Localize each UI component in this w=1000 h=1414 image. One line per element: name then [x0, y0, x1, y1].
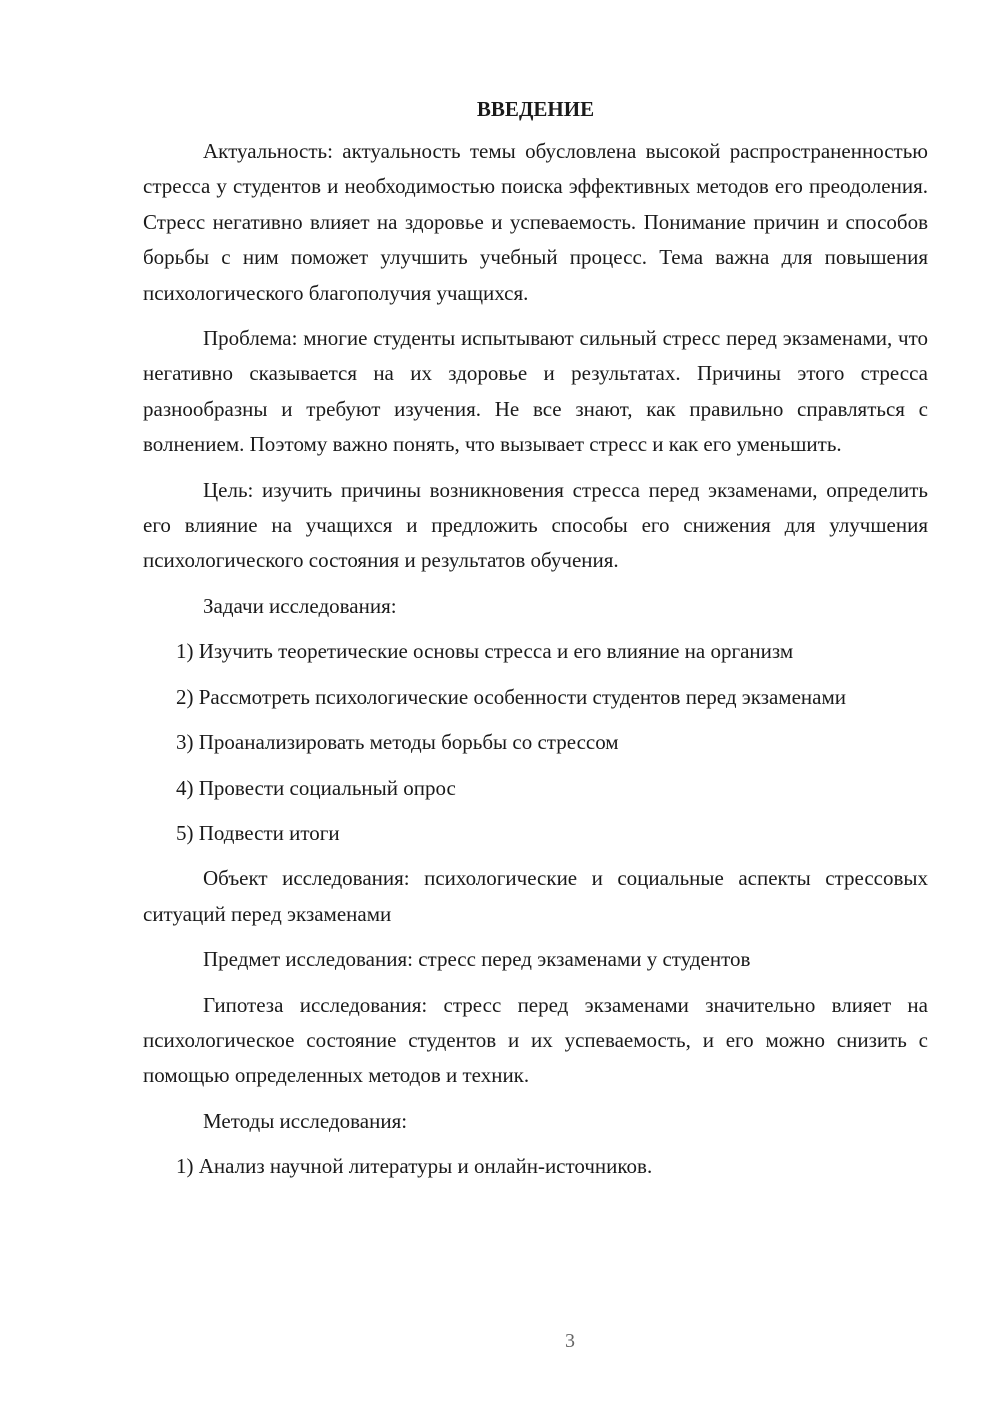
task-item: 4) Провести социальный опрос — [176, 775, 456, 800]
hypothesis-paragraph: Гипотеза исследования: стресс перед экзаменами значительно влияет на психологическое состояние студентов и их успеваемость, и его можно снизить с помощью определенных методов и техник. — [143, 992, 928, 1088]
method-item: 1) Анализ научной литературы и онлайн-источников. — [176, 1154, 653, 1179]
methods-heading: Методы исследования: — [203, 1108, 408, 1133]
task-item: 2) Рассмотреть психологические особенности студентов перед экзаменами — [176, 684, 847, 709]
task-item: 5) Подвести итоги — [176, 820, 340, 845]
relevance-paragraph: Актуальность: актуальность темы обусловлена высокой распространенностью стресса у студентов и необходимостью поиска эффективных методов его преодоления. Стресс негативно влияет на здоровье и успеваемость. Понимание причин и способов борьбы с ним поможет улучшить учебный процесс. Тема важна для повышения психологического благополучия учащихся. — [143, 139, 928, 305]
section-title: ВВЕДЕНИЕ — [476, 97, 595, 121]
task-item: 3) Проанализировать методы борьбы со стрессом — [176, 730, 619, 755]
object-paragraph: Объект исследования: психологические и социальные аспекты стрессовых ситуаций перед экзаменами — [143, 866, 928, 926]
subject-paragraph: Предмет исследования: стресс перед экзаменами у студентов — [203, 947, 751, 972]
tasks-heading: Задачи исследования: — [203, 593, 397, 618]
page-number: 3 — [565, 1330, 575, 1352]
goal-paragraph: Цель: изучить причины возникновения стресса перед экзаменами, определить его влияние на учащихся и предложить способы его снижения для улучшения психологического состояния и результатов обучения. — [143, 477, 928, 573]
page-content — [143, 92, 928, 1195]
problem-paragraph: Проблема: многие студенты испытывают сильный стресс перед экзаменами, что негативно сказывается на их здоровье и результатах. Причины этого стресса разнообразны и требуют изучения. Не все знают, как правильно справляться с волнением. Поэтому важно понять, что вызывает стресс и как его уменьшить. — [143, 326, 928, 457]
task-item: 1) Изучить теоретические основы стресса и его влияние на организм — [176, 639, 794, 664]
